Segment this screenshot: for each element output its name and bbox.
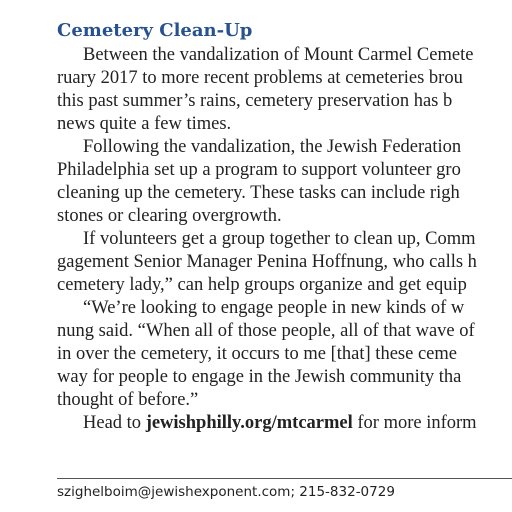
footer-divider	[57, 478, 512, 479]
paragraph-3-line-2: gagement Senior Manager Penina Hoffnung, who calls h	[57, 252, 477, 272]
paragraph-1-line-3: this past summer’s rains, cemetery preservation has b	[57, 91, 453, 111]
paragraph-4-line-2: nung said. “When all of those people, all of that wave of	[57, 321, 475, 341]
paragraph-1-line-4: news quite a few times.	[57, 114, 232, 134]
mtcarmel-link[interactable]: jewishphilly.org/mtcarmel	[145, 413, 353, 433]
paragraph-4-line-4: way for people to engage in the Jewish community tha	[57, 367, 462, 387]
paragraph-1-line-1: Between the vandalization of Mount Carmel Cemete	[83, 45, 474, 65]
paragraph-4-line-3: in over the cemetery, it occurs to me [that] these ceme	[57, 344, 457, 364]
author-contact: szighelboim@jewishexponent.com; 215-832-0729	[57, 484, 395, 500]
paragraph-2-line-1: Following the vandalization, the Jewish Federation	[83, 137, 462, 157]
paragraph-1-line-2: ruary 2017 to more recent problems at cemeteries brou	[57, 68, 463, 88]
paragraph-5-line-1	[83, 412, 477, 435]
article-heading: Cemetery Clean-Up	[57, 20, 253, 41]
paragraph-3-line-3: cemetery lady,” can help groups organize and get equip	[57, 275, 467, 295]
paragraph-2-line-3: cleaning up the cemetery. These tasks can include righ	[57, 183, 460, 203]
paragraph-4-line-5: thought of before.”	[57, 390, 199, 410]
more-info-suffix: for more inform	[352, 413, 477, 433]
more-info-prefix: Head to	[83, 413, 146, 433]
paragraph-2-line-4: stones or clearing overgrowth.	[57, 206, 282, 226]
paragraph-3-line-1: If volunteers get a group together to clean up, Comm	[83, 229, 476, 249]
paragraph-2-line-2: Philadelphia set up a program to support volunteer gro	[57, 160, 461, 180]
paragraph-4-line-1: “We’re looking to engage people in new kinds of w	[83, 298, 465, 318]
